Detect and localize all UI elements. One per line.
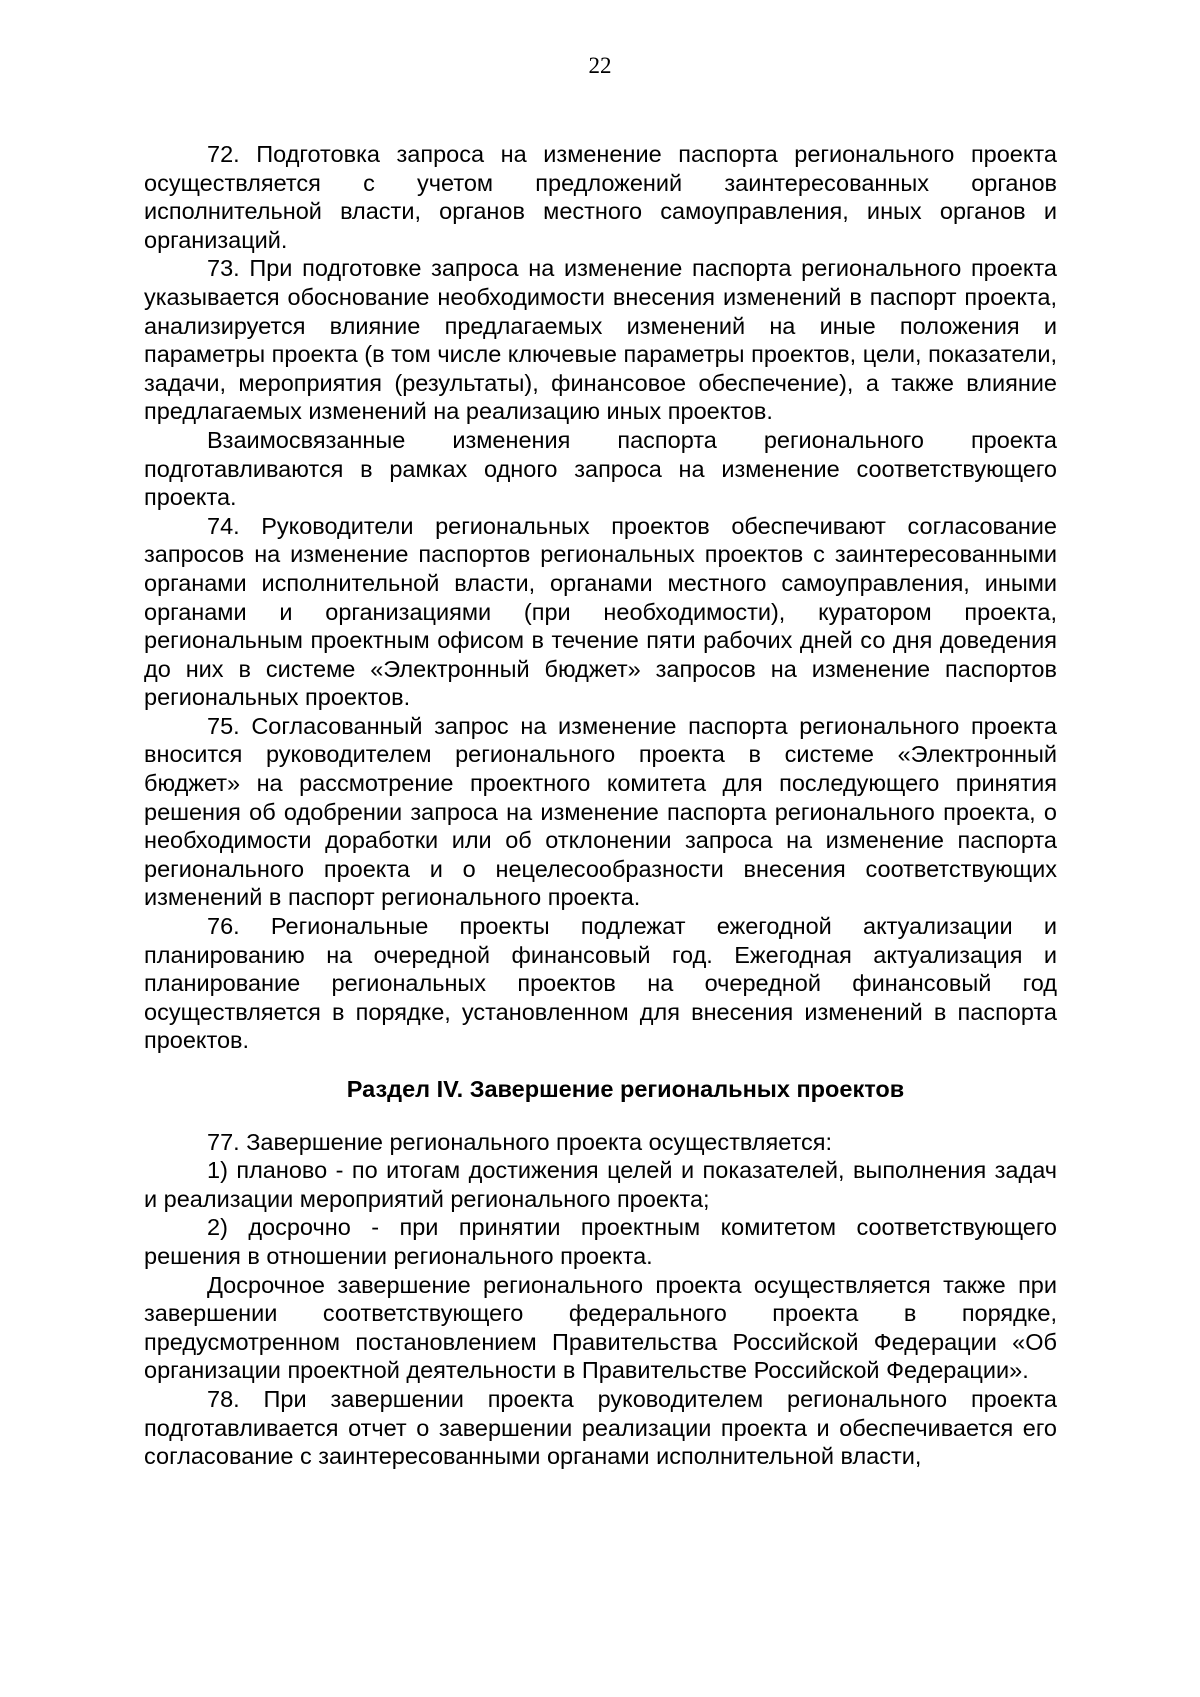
paragraph-76: 76. Региональные проекты подлежат ежегодной актуализации и планированию на очередной финансовый год. Ежегодная актуализация и планирование региональных проектов на очередной финансовый год осуществляется в порядке, установленном для внесения изменений в паспорта проектов. — [144, 913, 1057, 1054]
paragraph-78: 78. При завершении проекта руководителем регионального проекта подготавливается отчет о завершении реализации проекта и обеспечивается его согласование с заинтересованными органами исполнительной власти, — [144, 1385, 1057, 1470]
paragraph-77-item-1: 1) планово - по итогам достижения целей и показателей, выполнения задач и реализации мероприятий регионального проекта; — [144, 1157, 1057, 1212]
section-heading: Раздел IV. Завершение региональных проектов — [346, 1076, 905, 1102]
paragraph-77-item-2: 2) досрочно - при принятии проектным комитетом соответствующего решения в отношении регионального проекта. — [144, 1214, 1057, 1269]
page-number: 22 — [588, 53, 612, 78]
paragraph-73-continued: Взаимосвязанные изменения паспорта регионального проекта подготавливаются в рамках одного запроса на изменение соответствующего проекта. — [144, 426, 1057, 511]
paragraph-75: 75. Согласованный запрос на изменение паспорта регионального проекта вносится руководителем регионального проекта в системе «Электронный бюджет» на рассмотрение проектного комитета для последующего принятия решения об одобрении запроса на изменение паспорта регионального проекта, о необходимости доработки или об отклонении запроса на изменение паспорта регионального проекта и о нецелесообразности внесения соответствующих изменений в паспорт регионального проекта. — [144, 712, 1057, 911]
paragraph-77: 77. Завершение регионального проекта осуществляется: — [207, 1128, 833, 1155]
paragraph-72: 72. Подготовка запроса на изменение паспорта регионального проекта осуществляется с учетом предложений заинтересованных органов исполнительной власти, органов местного самоуправления, иных органов и организаций. — [144, 141, 1057, 253]
paragraph-74: 74. Руководители региональных проектов обеспечивают согласование запросов на изменение паспортов региональных проектов с заинтересованными органами исполнительной власти, органами местного самоуправления, иными органами и организациями (при необходимости), куратором проекта, региональным проектным офисом в течение пяти рабочих дней со дня доведения до них в системе «Электронный бюджет» запросов на изменение паспортов региональных проектов. — [144, 512, 1057, 711]
document-body — [144, 140, 1057, 1471]
paragraph-73: 73. При подготовке запроса на изменение паспорта регионального проекта указывается обоснование необходимости внесения изменений в паспорт проекта, анализируется влияние предлагаемых изменений на иные положения и параметры проекта (в том числе ключевые параметры проектов, цели, показатели, задачи, мероприятия (результаты), финансовое обеспечение), а также влияние предлагаемых изменений на реализацию иных проектов. — [144, 255, 1057, 425]
paragraph-early-completion: Досрочное завершение регионального проекта осуществляется также при завершении соответствующего федерального проекта в порядке, предусмотренном постановлением Правительства Российской Федерации «Об организации проектной деятельности в Правительстве Российской Федерации». — [144, 1271, 1057, 1384]
